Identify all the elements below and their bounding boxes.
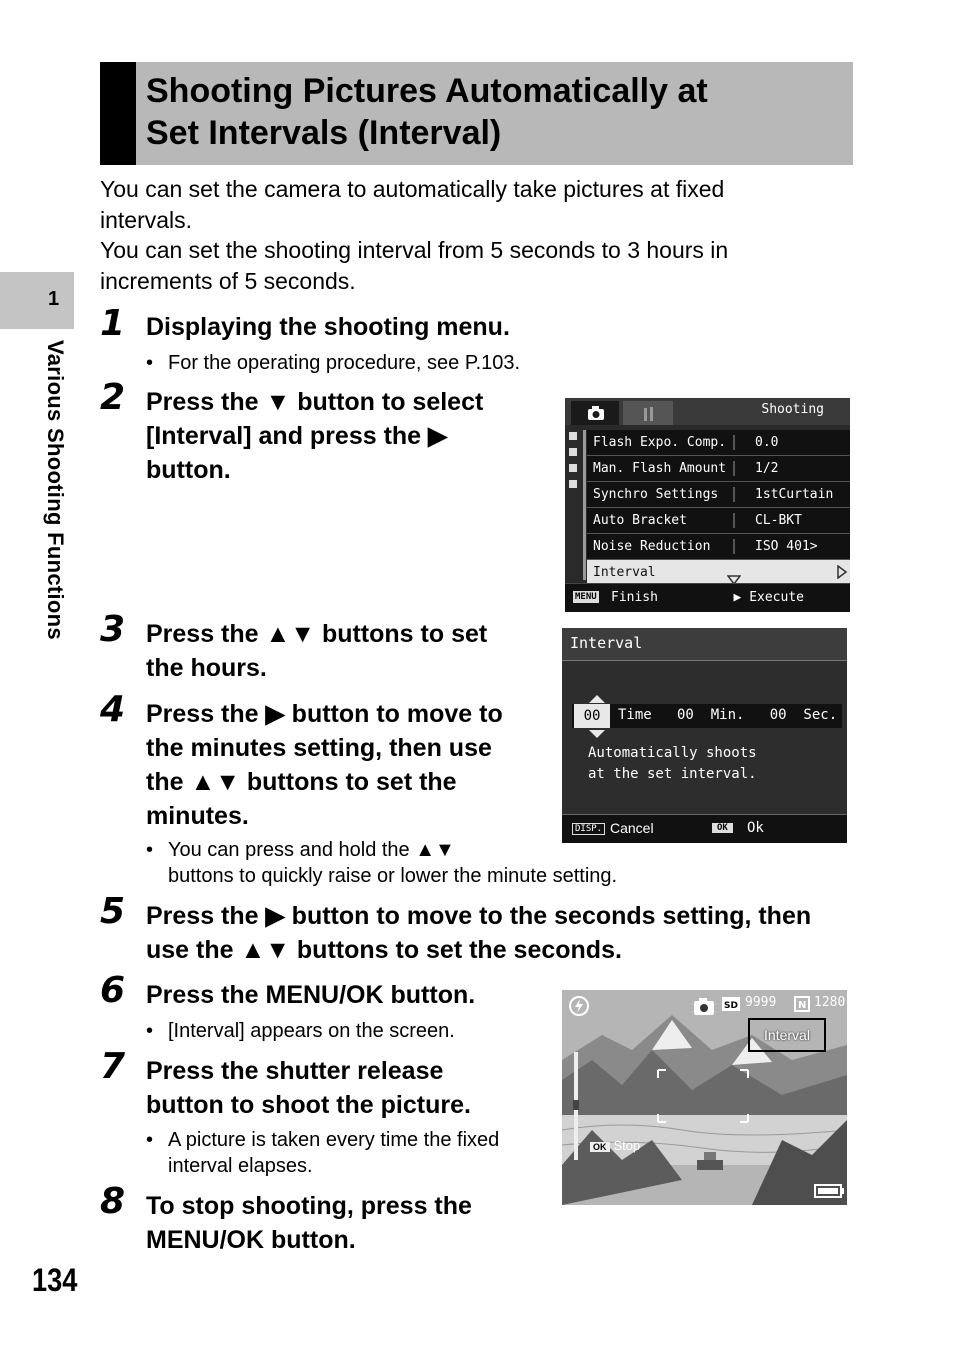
menu-scroll-bar [583,430,586,580]
live-view-screen [562,990,847,1205]
intro-line-3: You can set the shooting interval from 5 seconds to 3 hours in [100,237,729,263]
step-number-8: 8 [100,1181,126,1222]
step-text-4: Press the ▶ button to move to the minutes setting, then use the ▲▼ buttons to set the minutes. [146,700,503,830]
note-6: • [Interval] appears on the screen. [146,1020,455,1042]
step-number-4: 4 [100,689,126,730]
chevron-right-icon [836,565,848,579]
note-7: • A picture is taken every time the fixed interval elapses. [146,1129,500,1177]
execute-label: ▶ Execute [733,590,804,605]
step-text-8: To stop shooting, press the MENU/OK button. [146,1192,472,1254]
setup-tab [623,401,673,425]
step-number-5: 5 [100,891,126,932]
arrow-down-icon [587,729,607,739]
step-number-6: 6 [100,970,126,1011]
intro-line-2: intervals. [100,207,193,233]
intro-line-4: increments of 5 seconds. [100,268,356,294]
ok-label: Ok [747,820,764,836]
step-number-1: 1 [100,303,126,344]
step-text-7: Press the shutter release button to shoot the picture. [146,1057,471,1119]
menu-item-flash-expo[interactable]: Flash Expo. Comp. 0.0 [587,430,850,456]
camera-icon [571,401,619,425]
menu-footer [565,583,850,612]
menu-item-man-flash[interactable]: Man. Flash Amount 1/2 [587,456,850,482]
menu-key-label: MENU [575,592,597,602]
step-number-3: 3 [100,609,126,650]
note-4: • You can press and hold the ▲▼ buttons to quickly raise or lower the minute setting. [146,839,618,887]
step-number-7: 7 [100,1046,126,1087]
sd-card-icon [721,996,741,1012]
chapter-tab [0,272,74,329]
step-text-2: Press the ▼ button to select [Interval] and press the ▶ button. [146,388,484,484]
ok-key-label: OK [712,823,733,833]
arrow-up-icon [587,694,607,704]
menu-page-indicator [569,432,579,496]
menu-item-noise-reduction[interactable]: Noise Reduction ISO 401> [587,534,850,560]
finish-label: Finish [611,590,658,605]
chapter-number: 1 [48,288,60,310]
menu-item-auto-bracket[interactable]: Auto Bracket CL-BKT [587,508,850,534]
shooting-menu-screen [565,398,850,612]
note-1: • For the operating procedure, see P.103. [146,352,521,374]
camera-tab [571,401,619,425]
menu-list [587,430,850,586]
step-text-3: Press the ▲▼ buttons to set the hours. [146,620,488,682]
svg-text:SD: SD [724,1001,738,1011]
interval-indicator: Interval [748,1018,826,1052]
page-title: Shooting Pictures Automatically at Set Intervals (Interval) [146,72,708,152]
remaining-shots: 9999 [745,995,777,1010]
step-text-1: Displaying the shooting menu. [146,313,510,341]
menu-item-synchro[interactable]: Synchro Settings 1stCurtain [587,482,850,508]
camera-mode-icon [692,996,716,1016]
wrench-icon [623,401,673,425]
battery-icon [812,1182,846,1200]
hours-field[interactable]: 00 [574,704,610,728]
step-text-6: Press the MENU/OK button. [146,981,476,1009]
menu-title: Shooting [761,402,824,417]
image-size: 1280 [814,995,846,1010]
cancel-label: Cancel [610,820,654,836]
time-values: Time 00 Min. 00 Sec. [618,707,838,723]
ok-key-label: OK [590,1142,610,1152]
header-black-bar [100,62,136,165]
interval-screen-title: Interval [562,628,847,661]
page-number: 134 [32,1262,78,1298]
interval-description: Automatically shoots at the set interval. [588,745,757,782]
intro-line-1: You can set the camera to automatically take pictures at fixed [100,176,725,202]
flash-off-icon [567,994,591,1018]
time-row [572,704,842,728]
interval-setting-screen [562,628,847,843]
menu-item-interval[interactable]: Interval [587,560,850,586]
svg-text:N: N [798,1000,807,1011]
quality-icon [794,996,810,1012]
step-number-2: 2 [100,377,126,418]
disp-key-label: DISP. [572,823,605,835]
stop-hint: OK Stop [590,1138,640,1153]
chapter-label: Various Shooting Functions [43,340,68,640]
step-text-5: Press the ▶ button to move to the seconds setting, then use the ▲▼ buttons to set the seconds. [146,902,812,964]
